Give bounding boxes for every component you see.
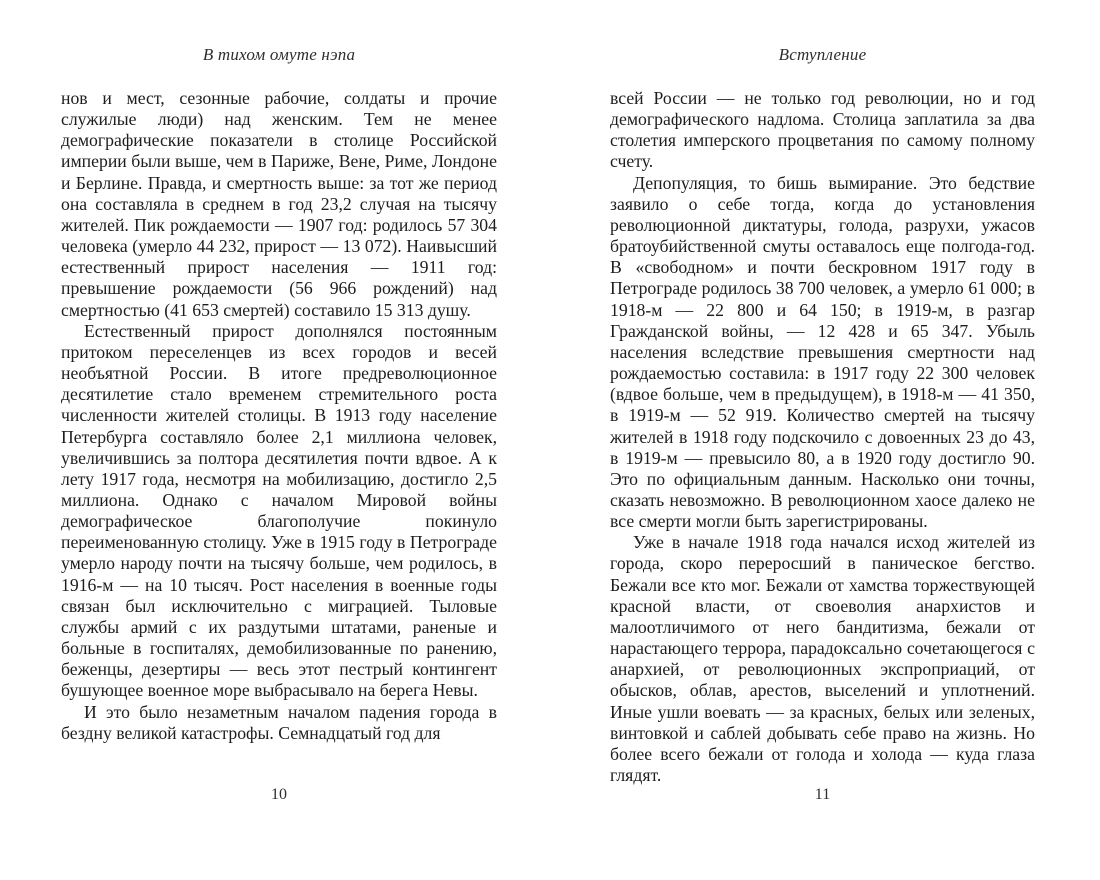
paragraph: всей России — не только год революции, но и год демографического надлома. Столица заплатила за два столетия имперского процветания по самому полному счету. — [610, 88, 1035, 172]
paragraph: Депопуляция, то бишь вымирание. Это бедствие заявило о себе тогда, когда до установления революционной диктатуры, голода, разрухи, ужасов братоубийственной смуты оставалось еще полгода-год. В «свободном» и почти бескровном 1917 году в Петрограде родилось 38 700 человек, а умерло 61 000; в 1918-м — 22 800 и 64 150; в 1919-м, в разгар Гражданской войны, — 12 428 и 65 347. Убыль населения вследствие превышения смертности над рождаемостью составила: в 1917 году 22 300 человек (вдвое больше, чем в предыдущем), в 1918-м — 41 350, в 1919-м — 52 919. Количество смертей на тысячу жителей в 1918 году подскочило с довоенных 23 до 43, в 1919-м — превысило 80, а в 1920 году достигло 90. Это по официальным данным. Насколько они точны, сказать невозможно. В революционном хаосе далеко не все смерти могли быть зарегистрированы. — [610, 172, 1035, 532]
page-body-right — [610, 88, 1035, 786]
paragraph: Естественный прирост дополнялся постоянным притоком переселенцев из всех городов и весей необъятной России. В итоге предреволюционное десятилетие стало временем стремительного роста численности жителей столицы. В 1913 году население Петербурга составляло более 2,1 миллиона человек, увеличившись за полтора десятилетия почти вдвое. А к лету 1917 года, несмотря на мобилизацию, достигло 2,5 миллиона. Однако с началом Мировой войны демографическое благополучие покинуло переименованную столицу. Уже в 1915 году в Петрограде умерло народу почти на тысячу больше, чем родилось, в 1916-м — на 10 тысяч. Рост населения в военные годы связан был исключительно с миграцией. Тыловые службы армий с их раздутыми штатами, раненые и больные в госпиталях, демобилизованные по ранению, беженцы, дезертиры — весь этот пестрый контингент бушующее военное море выбрасывало на берега Невы. — [61, 320, 497, 701]
page-number-right: 11 — [814, 786, 831, 803]
left-page — [61, 0, 497, 880]
page-body-left — [61, 88, 497, 744]
right-page — [610, 0, 1035, 880]
page-number-left: 10 — [271, 786, 287, 803]
paragraph: И это было незаметным началом падения города в бездну великой катастрофы. Семнадцатый год для — [61, 701, 497, 743]
running-head-left: В тихом омуте нэпа — [202, 45, 356, 64]
paragraph: Уже в начале 1918 года начался исход жителей из города, скоро переросший в паническое бегство. Бежали все кто мог. Бежали от хамства торжествующей красной власти, от своеволия анархистов и малоотличимого от него бандитизма, бежали от нарастающего террора, парадоксально сочетающегося с анархией, от революционных экспроприаций, от обысков, облав, арестов, выселений и уплотнений. Иные ушли воевать — за красных, белых или зеленых, винтовкой и саблей добывать себе право на жизнь. Но более всего бежали от голода и холода — куда глаза глядят. — [610, 532, 1035, 785]
running-head-right: Вступление — [778, 45, 867, 64]
paragraph: нов и мест, сезонные рабочие, солдаты и прочие служилые люди) над женским. Тем не менее демографические показатели в столице Российской империи были выше, чем в Париже, Вене, Риме, Лондоне и Берлине. Правда, и смертность выше: за тот же период она составляла в среднем в год 23,2 случая на тысячу жителей. Пик рождаемости — 1907 год: родилось 57 304 человека (умерло 44 232, прирост — 13 072). Наивысший естественный прирост населения — 1911 год: превышение рождаемости (56 966 рождений) над смертностью (41 653 смертей) составило 15 313 душу. — [61, 88, 497, 320]
